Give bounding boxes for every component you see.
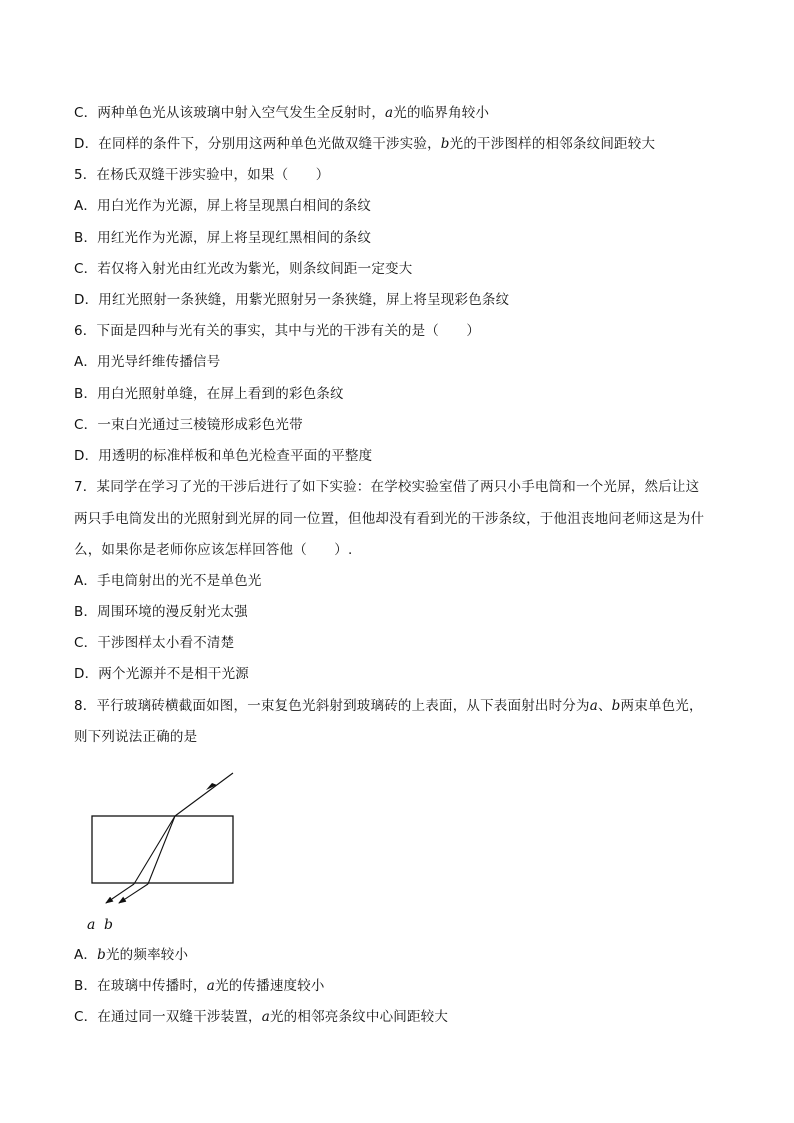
option-5a: A．用白光作为光源，屏上将呈现黑白相间的条纹 — [74, 198, 372, 214]
ray-a-exit — [106, 884, 134, 903]
label-b: b — [104, 917, 113, 933]
option-7d: D．两个光源并不是相干光源 — [74, 666, 249, 682]
option-6d: D．用透明的标准样板和单色光检查平面的平整度 — [74, 448, 373, 464]
ray-b-exit — [119, 884, 148, 903]
question-8-line1: 8．平行玻璃砖横截面如图，一束复色光斜射到玻璃砖的上表面，从下表面射出时分为a、b两束单色光， — [74, 698, 703, 714]
option-5c: C．若仅将入射光由红光改为紫光，则条纹间距一定变大 — [74, 261, 413, 277]
glass-slab-figure — [84, 766, 244, 936]
option-6c: C．一束白光通过三棱镜形成彩色光带 — [74, 417, 303, 433]
option-6a: A．用光导纤维传播信号 — [74, 354, 221, 370]
glass-slab-rect — [92, 816, 233, 883]
question-7-line2: 两只手电筒发出的光照射到光屏的同一位置，但他却没有看到光的干涉条纹，于他沮丧地问老师这是为什 — [74, 511, 705, 527]
option-4c: C．两种单色光从该玻璃中射入空气发生全反射时，a光的临界角较小 — [74, 105, 490, 121]
option-4d: D．在同样的条件下，分别用这两种单色光做双缝干涉实验，b光的干涉图样的相邻条纹间距较大 — [74, 136, 656, 152]
option-8a: A．b光的频率较小 — [74, 947, 189, 963]
option-7b: B．周围环境的漫反射光太强 — [74, 604, 248, 620]
option-7c: C．干涉图样太小看不清楚 — [74, 635, 235, 651]
option-8b: B．在玻璃中传播时，a光的传播速度较小 — [74, 978, 325, 994]
label-a: a — [87, 917, 96, 933]
incident-ray — [175, 773, 233, 816]
question-5: 5．在杨氏双缝干涉实验中，如果（ ） — [74, 167, 330, 183]
option-6b: B．用白光照射单缝，在屏上看到的彩色条纹 — [74, 386, 344, 402]
option-5b: B．用红光作为光源，屏上将呈现红黑相间的条纹 — [74, 230, 372, 246]
question-7-line1: 7．某同学在学习了光的干涉后进行了如下实验：在学校实验室借了两只小手电筒和一个光屏，然后让这 — [74, 479, 700, 495]
option-8c: C．在通过同一双缝干涉装置，a光的相邻亮条纹中心间距较大 — [74, 1009, 449, 1025]
question-7-line3: 么，如果你是老师你应该怎样回答他（ ）. — [74, 542, 353, 558]
ray-a-inside — [134, 816, 175, 884]
question-8-line2: 则下列说法正确的是 — [74, 729, 198, 745]
ray-b-inside — [148, 816, 175, 884]
question-6: 6．下面是四种与光有关的事实，其中与光的干涉有关的是（ ） — [74, 323, 481, 339]
option-7a: A．手电筒射出的光不是单色光 — [74, 573, 262, 589]
option-5d: D．用红光照射一条狭缝，用紫光照射另一条狭缝，屏上将呈现彩色条纹 — [74, 292, 510, 308]
